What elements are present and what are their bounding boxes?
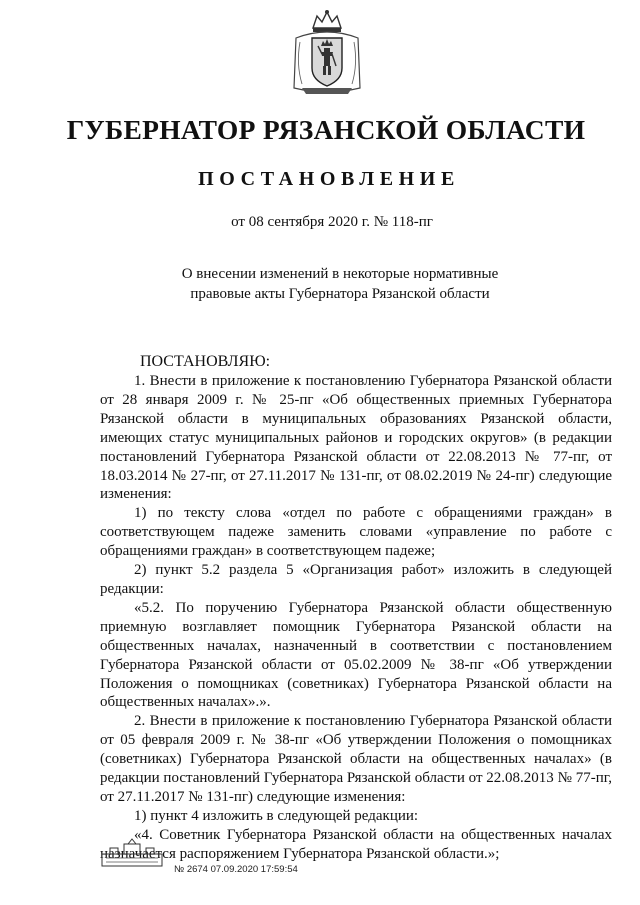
paragraph-1-item-2: 2) пункт 5.2 раздела 5 «Организация работ» изложить в следующей редакции: (100, 562, 612, 597)
paragraph-2-item-1: 1) пункт 4 изложить в следующей редакции: (134, 807, 419, 824)
quoted-amendment-4: «4. Советник Губернатора Рязанской области на общественных началах назначается распоряжением Губернатора Рязанской области.»; (100, 826, 612, 862)
document-date-number: от 08 сентября 2020 г. № 118-пг (231, 214, 433, 230)
authority-title: ГУБЕРНАТОР РЯЗАНСКОЙ ОБЛАСТИ (66, 114, 586, 145)
document-body (100, 352, 612, 864)
registration-number: № 2674 07.09.2020 17:59:54 (174, 864, 298, 875)
registry-stamp-icon (100, 838, 164, 870)
document-subject (140, 264, 540, 304)
subject-line-1: О внесении изменений в некоторые нормативные (181, 266, 499, 282)
coat-of-arms-icon (288, 8, 366, 96)
paragraph-1-item-1: 1) по тексту слова «отдел по работе с обращениями граждан» в соответствующем падеже заменить словами «управление по работе с обращениями граждан» в соответствующем падеже; (100, 505, 612, 560)
decree-word: ПОСТАНОВЛЯЮ: (140, 353, 271, 370)
subject-line-2: правовые акты Губернатора Рязанской области (190, 286, 490, 302)
paragraph-2: 2. Внести в приложение к постановлению Губернатора Рязанской области от 05 февраля 2009 г. № 38-пг «Об утверждении Положения о помощниках (советниках) Губернатора Рязанской области на общественных началах» (в редакции постановлений Губернатора Рязанской области от 22.08.2013 № 77-пг, от 27.11.2017 № 131-пг) следующие изменения: (100, 713, 612, 805)
document-type: ПОСТАНОВЛЕНИЕ (198, 168, 460, 190)
quoted-amendment-5-2: «5.2. По поручению Губернатора Рязанской области общественную приемную возглавляет помощник Губернатора Рязанской области на общественных началах, назначенный в соответствии с постановлением Губернатора Рязанской области от 05.02.2009 № 38-пг «Об утверждении Положения о помощниках (советниках) Губернатора Рязанской области на общественных началах».». (100, 599, 612, 711)
paragraph-1: 1. Внести в приложение к постановлению Губернатора Рязанской области от 28 января 2009 г. № 25-пг «Об общественных приемных Губернатора Рязанской области в муниципальных образованиях Рязанской области, имеющих статус муниципальных районов и городских округов» (в редакции постановлений Губернатора Рязанской области от 22.08.2013 № 77-пг, от 18.03.2014 № 27-пг, от 27.11.2017 № 131-пг, от 08.02.2019 № 24-пг) следующие изменения: (100, 373, 612, 503)
